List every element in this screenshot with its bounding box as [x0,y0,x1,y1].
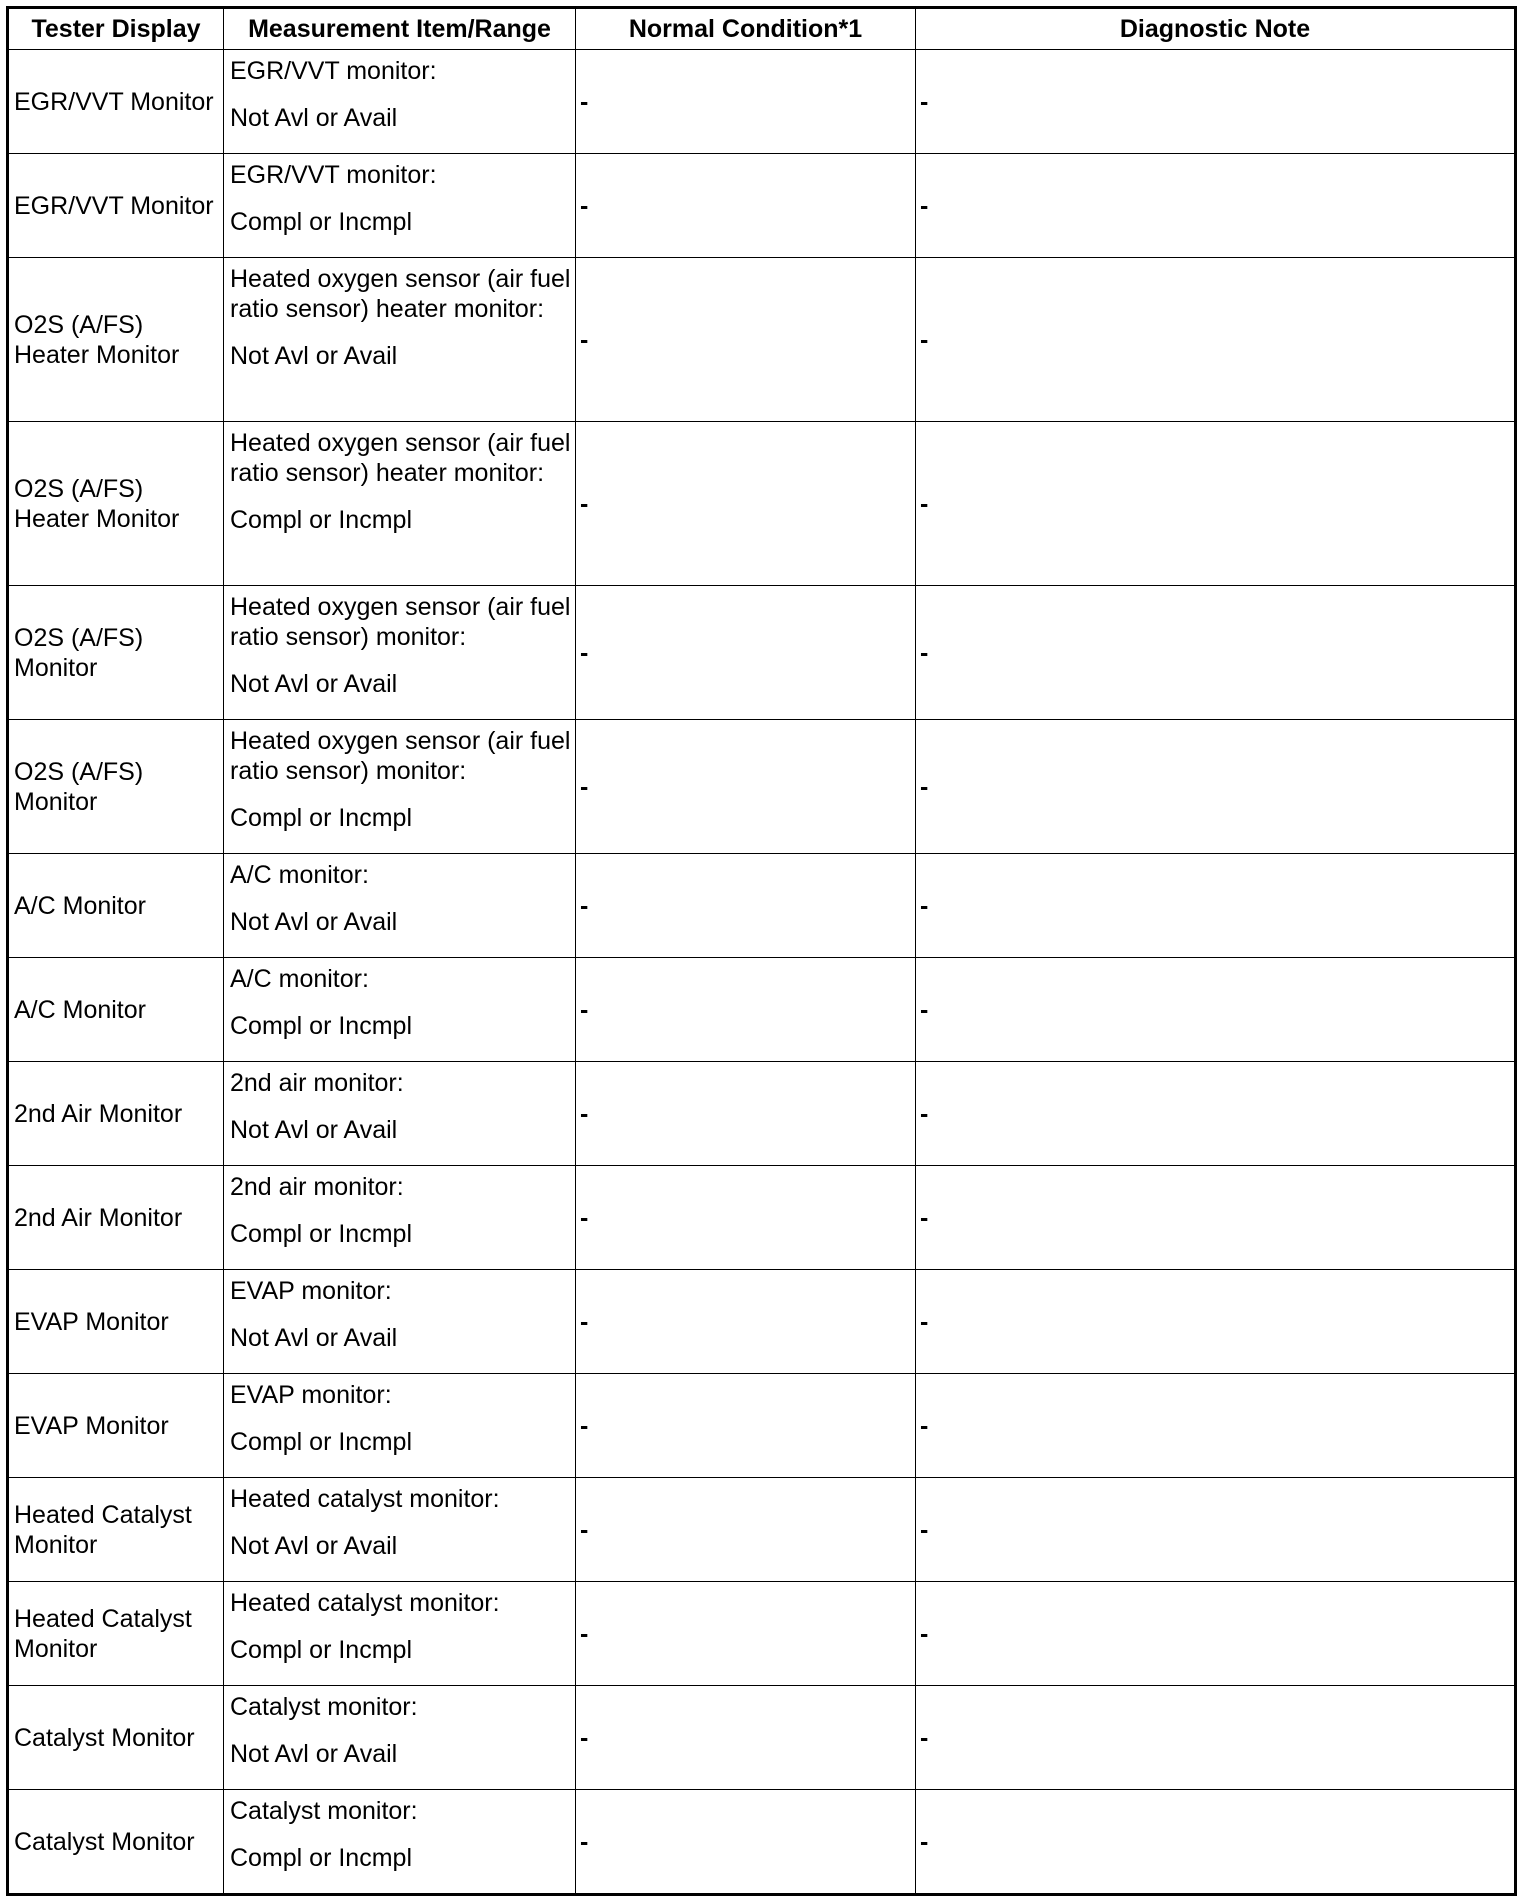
diagnostic-note-cell: - [916,1582,1516,1686]
measurement-range: Compl or Incmpl [230,804,412,832]
measurement-range: Not Avl or Avail [230,908,398,936]
measurement-range: Not Avl or Avail [230,1324,398,1352]
tester-display-cell: EVAP Monitor [8,1270,224,1374]
normal-condition-cell: - [576,1270,916,1374]
measurement-cell [224,1374,576,1478]
table-row [8,720,1516,854]
measurement-range: Not Avl or Avail [230,1116,398,1144]
measurement-cell [224,1270,576,1374]
table-row [8,50,1516,154]
measurement-range: Compl or Incmpl [230,1636,412,1664]
normal-condition-cell: - [576,1686,916,1790]
table-row [8,586,1516,720]
measurement-range: Not Avl or Avail [230,1740,398,1768]
measurement-range: Compl or Incmpl [230,506,412,534]
table-row [8,1166,1516,1270]
measurement-cell [224,258,576,422]
measurement-range: Compl or Incmpl [230,1220,412,1248]
table-row [8,1790,1516,1895]
diagnostic-note-cell: - [916,50,1516,154]
diagnostic-note-cell: - [916,1374,1516,1478]
normal-condition-cell: - [576,1582,916,1686]
tester-display-cell: Heated Catalyst Monitor [8,1582,224,1686]
monitor-data-table [6,6,1517,1896]
diagnostic-note-cell: - [916,1270,1516,1374]
normal-condition-cell: - [576,258,916,422]
diagnostic-note-cell: - [916,1166,1516,1270]
measurement-cell [224,1166,576,1270]
measurement-label: EVAP monitor: [230,1277,392,1305]
table-row [8,1374,1516,1478]
measurement-cell [224,958,576,1062]
measurement-label: Heated oxygen sensor (air fuel ratio sensor) heater monitor: [230,265,571,323]
tester-display-cell: Heated Catalyst Monitor [8,1478,224,1582]
tester-display-cell: 2nd Air Monitor [8,1062,224,1166]
measurement-cell [224,154,576,258]
normal-condition-cell: - [576,1790,916,1895]
tester-display-cell: Catalyst Monitor [8,1686,224,1790]
table-row [8,258,1516,422]
measurement-cell [224,1478,576,1582]
tester-display-cell: EVAP Monitor [8,1374,224,1478]
measurement-label: EGR/VVT monitor: [230,57,437,85]
tester-display-cell: O2S (A/FS) Monitor [8,586,224,720]
tester-display-cell: O2S (A/FS) Monitor [8,720,224,854]
measurement-label: 2nd air monitor: [230,1069,404,1097]
tester-display-cell: EGR/VVT Monitor [8,154,224,258]
measurement-label: Heated catalyst monitor: [230,1589,500,1617]
normal-condition-cell: - [576,958,916,1062]
tester-display-cell: Catalyst Monitor [8,1790,224,1895]
normal-condition-cell: - [576,720,916,854]
table-row [8,1062,1516,1166]
table-row [8,1270,1516,1374]
normal-condition-cell: - [576,1374,916,1478]
normal-condition-cell: - [576,422,916,586]
tester-display-cell: A/C Monitor [8,854,224,958]
diagnostic-note-cell: - [916,586,1516,720]
measurement-cell [224,1790,576,1895]
diagnostic-note-cell: - [916,854,1516,958]
normal-condition-cell: - [576,854,916,958]
measurement-label: Heated oxygen sensor (air fuel ratio sensor) monitor: [230,727,571,785]
header-diagnostic-note: Diagnostic Note [916,8,1516,50]
diagnostic-note-cell: - [916,154,1516,258]
measurement-range: Compl or Incmpl [230,1428,412,1456]
measurement-label: EGR/VVT monitor: [230,161,437,189]
diagnostic-note-cell: - [916,1478,1516,1582]
measurement-range: Compl or Incmpl [230,208,412,236]
measurement-cell [224,586,576,720]
table-row [8,854,1516,958]
diagnostic-note-cell: - [916,1686,1516,1790]
measurement-cell [224,1686,576,1790]
measurement-label: EVAP monitor: [230,1381,392,1409]
normal-condition-cell: - [576,1166,916,1270]
measurement-label: 2nd air monitor: [230,1173,404,1201]
normal-condition-cell: - [576,154,916,258]
diagnostic-note-cell: - [916,1062,1516,1166]
diagnostic-note-cell: - [916,258,1516,422]
measurement-label: Catalyst monitor: [230,1797,418,1825]
measurement-cell [224,1062,576,1166]
normal-condition-cell: - [576,1062,916,1166]
table-row [8,958,1516,1062]
tester-display-cell: O2S (A/FS) Heater Monitor [8,258,224,422]
measurement-cell [224,422,576,586]
measurement-cell [224,720,576,854]
measurement-label: Heated catalyst monitor: [230,1485,500,1513]
tester-display-cell: O2S (A/FS) Heater Monitor [8,422,224,586]
header-tester-display: Tester Display [8,8,224,50]
tester-display-cell: 2nd Air Monitor [8,1166,224,1270]
table-header-row [8,8,1516,50]
table-row [8,154,1516,258]
normal-condition-cell: - [576,1478,916,1582]
measurement-label: A/C monitor: [230,965,369,993]
table-row [8,1686,1516,1790]
measurement-label: Heated oxygen sensor (air fuel ratio sensor) monitor: [230,593,571,651]
tester-display-cell: EGR/VVT Monitor [8,50,224,154]
measurement-range: Compl or Incmpl [230,1844,412,1872]
measurement-range: Not Avl or Avail [230,1532,398,1560]
header-normal-condition: Normal Condition*1 [576,8,916,50]
tester-display-cell: A/C Monitor [8,958,224,1062]
table-row [8,422,1516,586]
header-measurement-item-range: Measurement Item/Range [224,8,576,50]
measurement-label: Catalyst monitor: [230,1693,418,1721]
measurement-cell [224,50,576,154]
measurement-range: Not Avl or Avail [230,342,398,370]
measurement-range: Not Avl or Avail [230,670,398,698]
measurement-label: A/C monitor: [230,861,369,889]
measurement-cell [224,1582,576,1686]
measurement-cell [224,854,576,958]
normal-condition-cell: - [576,586,916,720]
diagnostic-note-cell: - [916,720,1516,854]
measurement-range: Not Avl or Avail [230,104,398,132]
table-row [8,1582,1516,1686]
diagnostic-note-cell: - [916,958,1516,1062]
measurement-range: Compl or Incmpl [230,1012,412,1040]
diagnostic-note-cell: - [916,1790,1516,1895]
table-row [8,1478,1516,1582]
normal-condition-cell: - [576,50,916,154]
diagnostic-note-cell: - [916,422,1516,586]
measurement-label: Heated oxygen sensor (air fuel ratio sensor) heater monitor: [230,429,571,487]
